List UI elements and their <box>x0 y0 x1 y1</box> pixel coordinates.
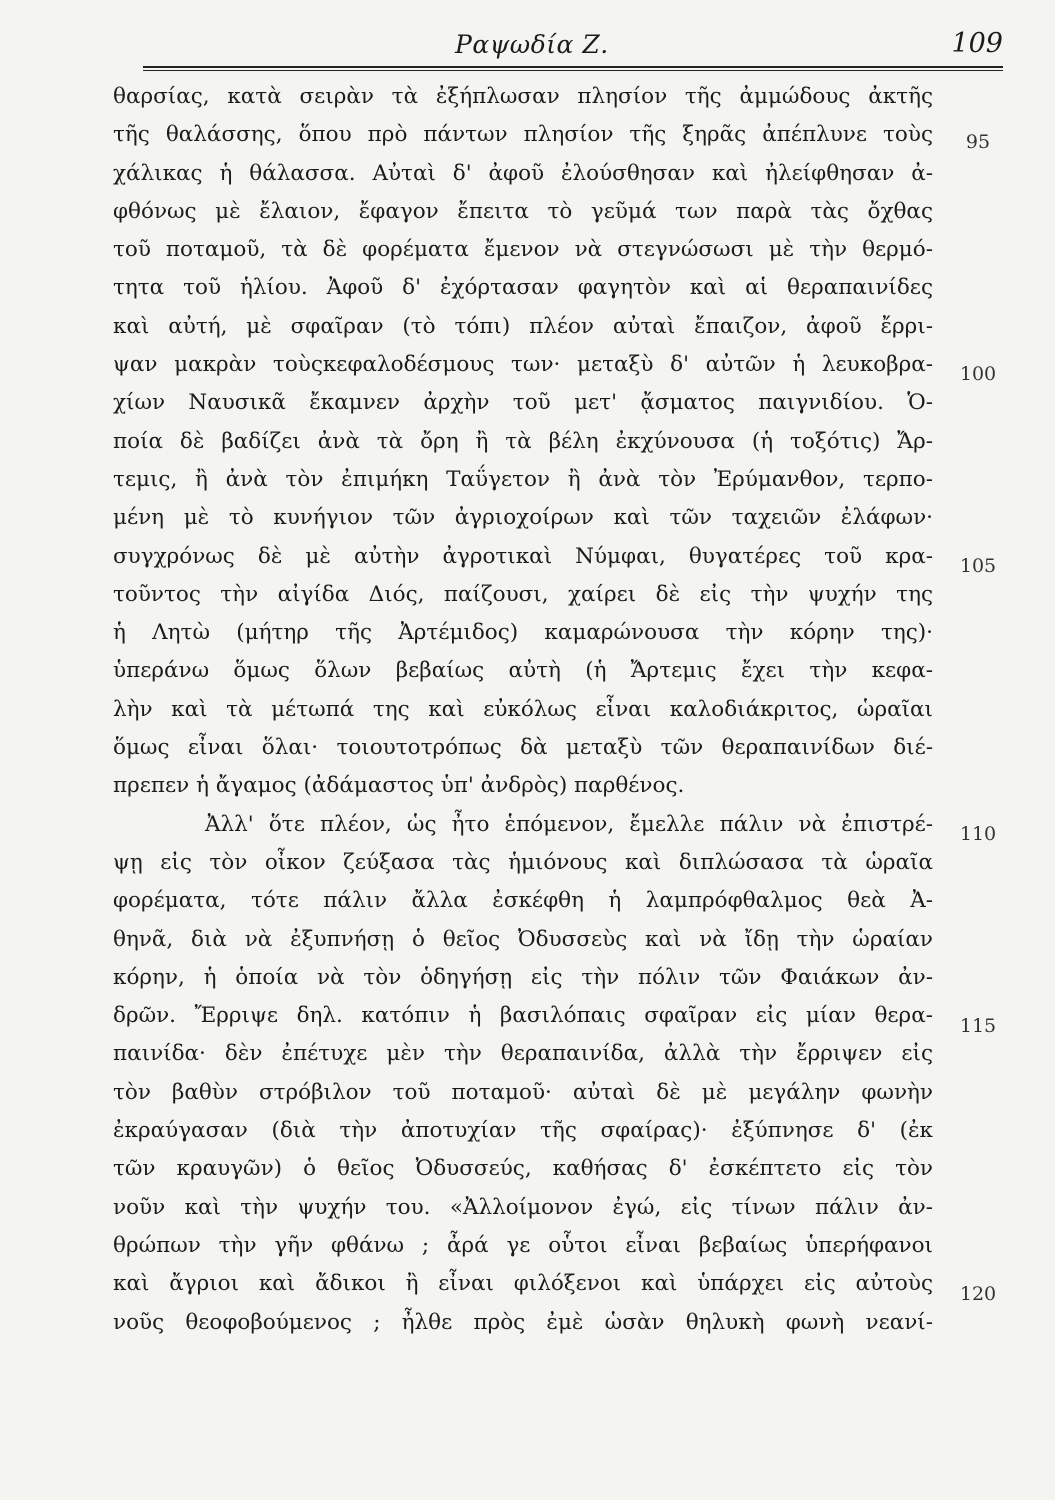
running-header <box>143 28 1003 68</box>
text-line: τῆς θαλάσσης, ὅπου πρὸ πάντων πλησίον τῆς ξηρᾶς ἀπέπλυνε τοὺς <box>113 122 933 148</box>
text-line: καὶ αὐτή, μὲ σφαῖραν (τὸ τόπι) πλέον αὐταὶ ἔπαιζον, ἀφοῦ ἔρρι- <box>113 313 933 339</box>
text-line: θαρσίας, κατὰ σειρὰν τὰ ἐξήπλωσαν πλησίον τῆς ἀμμώδους ἀκτῆς <box>113 84 933 109</box>
chapter-title: Ραψωδία Ζ. <box>455 30 609 59</box>
text-line: τητα τοῦ ἡλίου. Ἀφοῦ δ' ἐχόρτασαν φαγητὸν καὶ αἱ θεραπαινίδες <box>113 275 933 301</box>
text-line: κόρην, ἡ ὁποία νὰ τὸν ὁδηγήσῃ εἰς τὴν πόλιν τῶν Φαιάκων ἀν- <box>113 964 933 990</box>
text-line: ὅμως εἶναι ὅλαι· τοιουτοτρόπως δὰ μεταξὺ τῶν θεραπαινίδων διέ- <box>113 735 933 761</box>
page-number: 109 <box>951 28 1003 59</box>
margin-line-number: 100 <box>959 363 997 385</box>
margin-line-number: 115 <box>959 1015 997 1037</box>
text-line: ψῃ εἰς τὸν οἶκον ζεύξασα τὰς ἡμιόνους καὶ διπλώσασα τὰ ὡραῖα <box>113 849 933 875</box>
text-line: συγχρόνως δὲ μὲ αὐτὴν ἀγροτικαὶ Νύμφαι, θυγατέρες τοῦ κρα- <box>113 543 933 569</box>
text-line: χάλικας ἡ θάλασσα. Αὐταὶ δ' ἀφοῦ ἐλούσθησαν καὶ ἠλείφθησαν ἀ- <box>113 160 933 186</box>
text-line: ἡ Λητὼ (μήτηρ τῆς Ἀρτέμιδος) καμαρώνουσα τὴν κόρην της)· <box>113 620 933 646</box>
text-line: θηνᾶ, διὰ νὰ ἐξυπνήσῃ ὁ θεῖος Ὀδυσσεὺς καὶ νὰ ἴδῃ τὴν ὡραίαν <box>113 926 933 952</box>
margin-line-number: 110 <box>959 823 997 845</box>
text-line: φορέματα, τότε πάλιν ἄλλα ἐσκέφθη ἡ λαμπρόφθαλμος θεὰ Ἀ- <box>113 888 933 914</box>
text-line: τὸν βαθὺν στρόβιλον τοῦ ποταμοῦ· αὐταὶ δὲ μὲ μεγάλην φωνὴν <box>113 1079 933 1105</box>
text-line: παινίδα· δὲν ἐπέτυχε μὲν τὴν θεραπαινίδα, ἀλλὰ τὴν ἔρριψεν εἰς <box>113 1041 933 1067</box>
text-line: φθόνως μὲ ἔλαιον, ἔφαγον ἔπειτα τὸ γεῦμά των παρὰ τὰς ὄχθας <box>113 198 933 224</box>
text-line: ἐκραύγασαν (διὰ τὴν ἀποτυχίαν τῆς σφαίρας)· ἐξύπνησε δ' (ἐκ <box>113 1118 933 1144</box>
text-line: ὑπεράνω ὅμως ὅλων βεβαίως αὐτὴ (ἡ Ἄρτεμις ἔχει τὴν κεφα- <box>113 658 933 684</box>
margin-line-number: 105 <box>959 555 997 577</box>
header-rule <box>143 66 1003 68</box>
text-line: δρῶν. Ἔρριψε δηλ. κατόπιν ἡ βασιλόπαις σφαῖραν εἰς μίαν θερα- <box>113 1003 933 1029</box>
header-rule-thin <box>143 70 1003 71</box>
text-line: ψαν μακρὰν τοὺςκεφαλοδέσμους των· μεταξὺ δ' αὐτῶν ἡ λευκοβρα- <box>113 352 933 378</box>
margin-line-number: 95 <box>965 131 991 153</box>
text-line: καὶ ἄγριοι καὶ ἄδικοι ἢ εἶναι φιλόξενοι καὶ ὑπάρχει εἰς αὐτοὺς <box>113 1271 933 1297</box>
text-line: χίων Ναυσικᾶ ἔκαμνεν ἀρχὴν τοῦ μετ' ᾄσματος παιγνιδίου. Ὁ- <box>113 390 933 416</box>
body-text <box>113 78 933 1342</box>
text-line: νοῦς θεοφοβούμενος ; ἦλθε πρὸς ἐμὲ ὡσὰν θηλυκὴ φωνὴ νεανί- <box>113 1309 933 1335</box>
text-line: θρώπων τὴν γῆν φθάνω ; ἆρά γε οὗτοι εἶναι βεβαίως ὑπερήφανοι <box>113 1232 933 1258</box>
margin-line-number: 120 <box>959 1283 997 1305</box>
text-line: Ἀλλ' ὅτε πλέον, ὡς ἦτο ἑπόμενον, ἔμελλε πάλιν νὰ ἐπιστρέ- <box>205 811 933 837</box>
text-line: πρεπεν ἡ ἄγαμος (ἀδάμαστος ὑπ' ἀνδρὸς) παρθένος. <box>113 773 685 799</box>
text-line: τοῦ ποταμοῦ, τὰ δὲ φορέματα ἔμενον νὰ στεγνώσωσι μὲ τὴν θερμό- <box>113 237 933 263</box>
text-line: τοῦντος τὴν αἰγίδα Διός, παίζουσι, χαίρει δὲ εἰς τὴν ψυχήν της <box>113 581 933 607</box>
text-line: ποία δὲ βαδίζει ἀνὰ τὰ ὄρη ἢ τὰ βέλη ἐκχύνουσα (ἡ τοξότις) Ἄρ- <box>113 428 933 454</box>
text-line: λὴν καὶ τὰ μέτωπά της καὶ εὐκόλως εἶναι καλοδιάκριτος, ὡραῖαι <box>113 696 933 722</box>
text-line: μένη μὲ τὸ κυνήγιον τῶν ἀγριοχοίρων καὶ τῶν ταχειῶν ἐλάφων· <box>113 505 933 531</box>
text-line: τεμις, ἢ ἀνὰ τὸν ἐπιμήκη Ταΰγετον ἢ ἀνὰ τὸν Ἐρύμανθον, τερπο- <box>113 466 933 492</box>
text-line: τῶν κραυγῶν) ὁ θεῖος Ὀδυσσεύς, καθήσας δ' ἐσκέπτετο εἰς τὸν <box>113 1156 933 1182</box>
text-line: νοῦν καὶ τὴν ψυχήν του. «Ἀλλοίμονον ἐγώ, εἰς τίνων πάλιν ἀν- <box>113 1194 933 1220</box>
